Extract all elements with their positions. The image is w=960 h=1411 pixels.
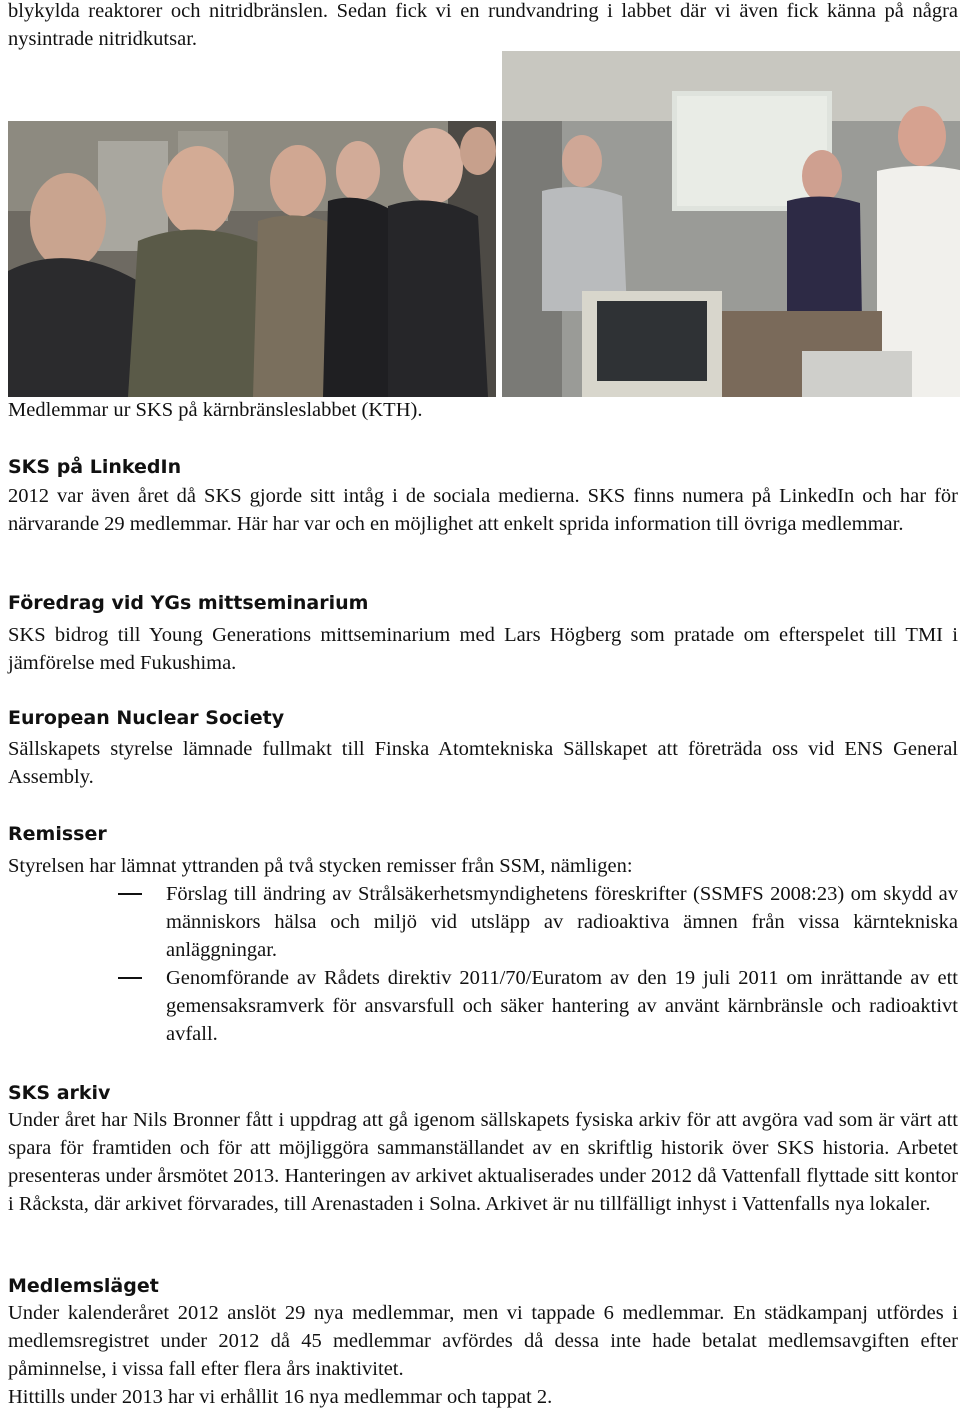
remiss-list — [8, 880, 958, 1048]
section-arkiv — [8, 1081, 958, 1218]
heading-remisser: Remisser — [8, 823, 107, 845]
text-medlemslaget-2: Hittills under 2013 har vi erhållit 16 nya medlemmar och tappat 2. — [8, 1386, 553, 1408]
section-ens — [8, 706, 958, 791]
list-item — [8, 964, 958, 1048]
section-medlemslaget — [8, 1274, 958, 1411]
section-yg — [8, 591, 958, 677]
text-arkiv: Under året har Nils Bronner fått i uppdrag att gå igenom sällskapets fysiska arkiv för att avgöra vad som är värt att spara för framtiden och för att möjliggöra sammanställandet av en skriftlig historik över SKS historia. Arbetet presenteras under årsmötet 2013. Hanteringen av arkivet aktualiserades under 2012 då Vattenfall flyttade sitt kontor i Råcksta, där arkivet förvarades, till Arenastaden i Solna. Arkivet är nu tillfälligt inhyst i Vattenfalls nya lokaler. — [8, 1109, 958, 1215]
text-medlemslaget: Under kalenderåret 2012 anslöt 29 nya medlemmar, men vi tappade 6 medlemmar. En städkampanj utfördes i medlemsregistret under 2012 då 45 medlemmar avfördes då dessa inte hade betalat medlemsavgiften efter påminnelse, i vissa fall efter flera års inaktivitet. — [8, 1302, 958, 1380]
text-remisser: Styrelsen har lämnat yttranden på två stycken remisser från SSM, nämligen: — [8, 855, 633, 877]
text-linkedin: 2012 var även året då SKS gjorde sitt intåg i de sociala medierna. SKS finns numera på LinkedIn och har för närvarande 29 medlemmar. Här har var och en möjlighet att enkelt sprida information till övriga medlemmar. — [8, 485, 958, 535]
text-ens: Sällskapets styrelse lämnade fullmakt till Finska Atomtekniska Sällskapet att företräda oss vid ENS General Assembly. — [8, 738, 958, 788]
heading-arkiv: SKS arkiv — [8, 1082, 111, 1104]
heading-linkedin: SKS på LinkedIn — [8, 456, 182, 478]
dash-bullet-icon — [118, 893, 142, 895]
photo-caption: Medlemmar ur SKS på kärnbränsleslabbet (KTH). — [8, 399, 423, 421]
heading-medlemslaget: Medlemsläget — [8, 1275, 159, 1297]
text-yg: SKS bidrog till Young Generations mittseminarium med Lars Högberg som pratade om efterspelet till TMI i jämförelse med Fukushima. — [8, 624, 958, 674]
dash-bullet-icon — [118, 977, 142, 979]
heading-ens: European Nuclear Society — [8, 707, 285, 729]
section-remisser — [8, 822, 958, 1048]
list-item — [8, 880, 958, 964]
section-linkedin — [8, 455, 958, 538]
intro-paragraph: blykylda reaktorer och nitridbränslen. Sedan fick vi en rundvandring i labbet där vi även fick känna på några nysintrade nitridkutsar. — [8, 0, 958, 50]
remiss-item-text: Förslag till ändring av Strålsäkerhetsmyndighetens föreskrifter (SSMFS 2008:23) om skydd av människors hälsa och miljö vid utsläpp av radioaktiva ämnen från vissa kärntekniska anläggningar. — [166, 883, 958, 961]
remiss-item-text: Genomförande av Rådets direktiv 2011/70/Euratom av den 19 juli 2011 om inrättande av ett gemensaksramverk för ansvarsfull och säker hantering av använt kärnbränsle och radioaktivt avfall. — [166, 967, 958, 1045]
heading-yg: Föredrag vid YGs mittseminarium — [8, 592, 369, 614]
photo-members-lab-right — [502, 51, 960, 397]
